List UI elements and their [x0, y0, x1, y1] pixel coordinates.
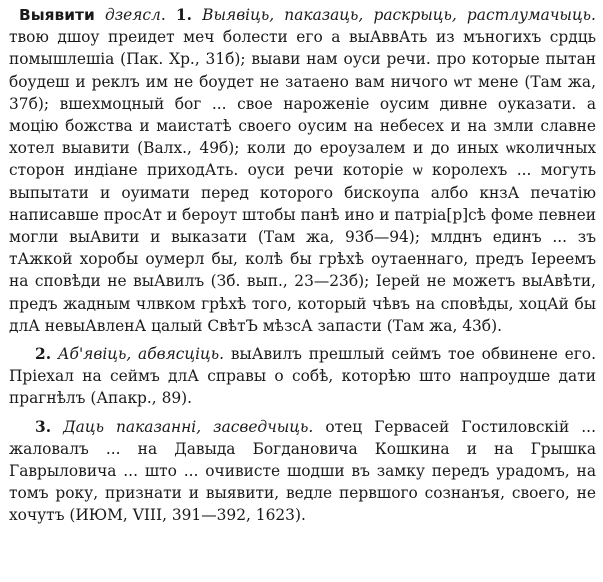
entry-sense-3	[9, 416, 596, 527]
part-of-speech-label: дзеясл.	[104, 6, 166, 24]
sense-gloss: Даць паказанні, засведчыць.	[63, 417, 314, 436]
sense-citations: отец Гервасей Гостиловскій ... жаловалъ ... на Давыда Богдановича Кошкина и на Грышка Гаврыловича ... што ... очивисте шодши въ замку передъ урадомъ, на томъ року, признати и выявити, ведле первшого сознанъя, своего, не хочутъ (ИЮМ, VIII, 391—392, 1623).	[9, 417, 596, 525]
sense-citations: выАвилъ прешлый сеймъ тое обвинене его. Пріехал на сеймъ длА справы о собѣ, которѣю што напроудше дати прагнѣлъ (Апакр., 89).	[9, 345, 596, 408]
entry-sense-1	[9, 4, 596, 337]
sense-number: 3.	[35, 417, 52, 436]
sense-citations: твою дшоу преидет меч болести его а выАввАть из мъногихъ срдць помышлешіа (Пак. Хр., 31б); выави нам оуси речи. про которые пытан боудеш и реклъ им не боудет не затаено вам ничого ѡт мене (Там жа, 37б); вшехмоцный бог ... свое нароженіе оусим дивне оуказати. а моцію божства и маистатѣ своего оусим на небесех и на змли славне хотел выавити (Валх., 49б); коли до ероузалем и до иных ѡколичных сторон индіане приходАть. оуси речи которіе ѡ королехъ ... могуть выпытати и оуимати перед которого бискоупа албо кнзА печатію написавше просАт и бероут штобы панѣ ино и патріа[р]сѣ фоме певнеи могли выАвити и выказати (Там жа, 93б—94); млднъ единъ ... зъ тАжкой хоробы оумерл бы, колѣ бы грѣхѣ оутаеннаго, предъ Іереемъ на сповѣди не выАвилъ (Зб. вып., 23—23б); Іерей не можетъ выАвѣти, предъ жадным члвком грѣхѣ того, который чѣвъ на сповѣды, хоцАй бы длА невыАвленА цалый СвѣтЪ мѣзсА запасти (Там жа, 43б).	[9, 28, 596, 335]
entry-sense-2	[9, 343, 596, 410]
sense-gloss: Аб'явіць, абвясціць.	[57, 345, 225, 364]
sense-number: 2.	[35, 345, 52, 364]
entry-headword: Выявити	[19, 6, 95, 24]
sense-gloss: Выявіць, паказаць, раскрыць, растлумачыць.	[202, 6, 596, 24]
sense-number: 1.	[175, 6, 192, 24]
